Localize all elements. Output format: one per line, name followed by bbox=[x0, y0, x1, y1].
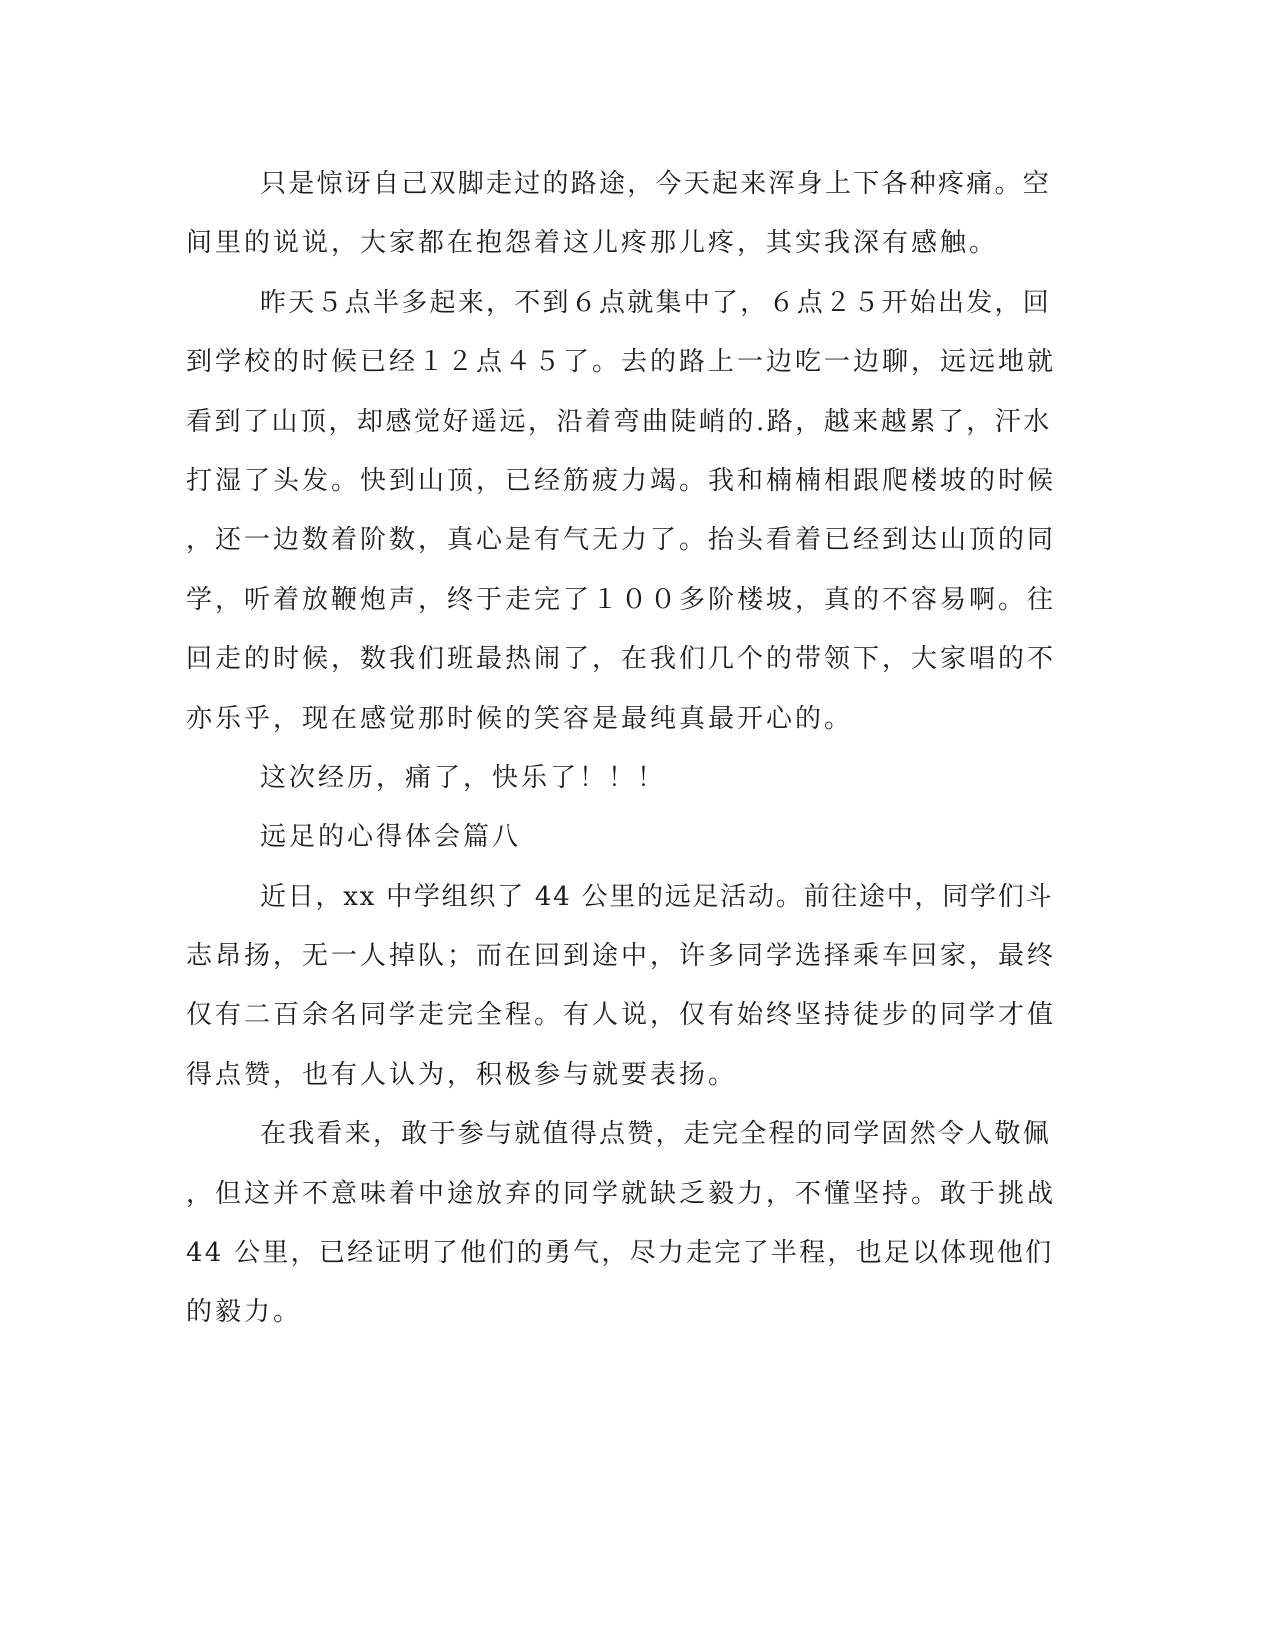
paragraph-line: 亦乐乎，现在感觉那时候的笑容是最纯真最开心的。 bbox=[186, 703, 854, 734]
paragraph-line: 打湿了头发。快到山顶，已经筋疲力竭。我和楠楠相跟爬楼坡的时候 bbox=[186, 465, 1057, 496]
paragraph-line: 学，听着放鞭炮声，终于走完了１００多阶楼坡，真的不容易啊。往 bbox=[186, 584, 1057, 615]
paragraph-line: 看到了山顶，却感觉好遥远，沿着弯曲陡峭的.路，越来越累了，汗水 bbox=[186, 406, 1052, 437]
paragraph-line: 仅有二百余名同学走完全程。有人说，仅有始终坚持徒步的同学才值 bbox=[186, 1000, 1057, 1031]
paragraph-line: 得点赞，也有人认为，积极参与就要表扬。 bbox=[186, 1059, 738, 1090]
paragraph-line: 在我看来，敢于参与就值得点赞，走完全程的同学固然令人敬佩 bbox=[260, 1119, 1052, 1150]
document-body bbox=[186, 155, 1056, 1343]
paragraph-line: 回走的时候，数我们班最热闹了，在我们几个的带领下，大家唱的不 bbox=[186, 644, 1057, 675]
paragraph-line: 近日，xx 中学组织了 44 公里的远足活动。前往途中，同学们斗 bbox=[260, 881, 1054, 912]
paragraph-line: 44 公里，已经证明了他们的勇气，尽力走完了半程，也足以体现他们 bbox=[186, 1238, 1054, 1269]
paragraph-line: 到学校的时候已经１２点４５了。去的路上一边吃一边聊，远远地就 bbox=[186, 347, 1057, 378]
paragraph-line: 这次经历，痛了，快乐了！！！ bbox=[260, 762, 667, 793]
paragraph-line: ，还一边数着阶数，真心是有气无力了。抬头看着已经到达山顶的同 bbox=[186, 525, 1057, 556]
paragraph-line: 昨天５点半多起来，不到６点就集中了，６点２５开始出发，回 bbox=[260, 287, 1052, 318]
paragraph-line: 志昂扬，无一人掉队；而在回到途中，许多同学选择乘车回家，最终 bbox=[186, 941, 1057, 972]
paragraph-line: 的毅力。 bbox=[186, 1297, 303, 1328]
paragraph-line: ，但这并不意味着中途放弃的同学就缺乏毅力，不懂坚持。敢于挑战 bbox=[186, 1178, 1057, 1209]
paragraph-line: 只是惊讶自己双脚走过的路途，今天起来浑身上下各种疼痛。空 bbox=[260, 169, 1052, 199]
section-heading: 远足的心得体会篇八 bbox=[260, 822, 522, 853]
paragraph-line: 间里的说说，大家都在抱怨着这儿疼那儿疼，其实我深有感触。 bbox=[186, 228, 999, 259]
